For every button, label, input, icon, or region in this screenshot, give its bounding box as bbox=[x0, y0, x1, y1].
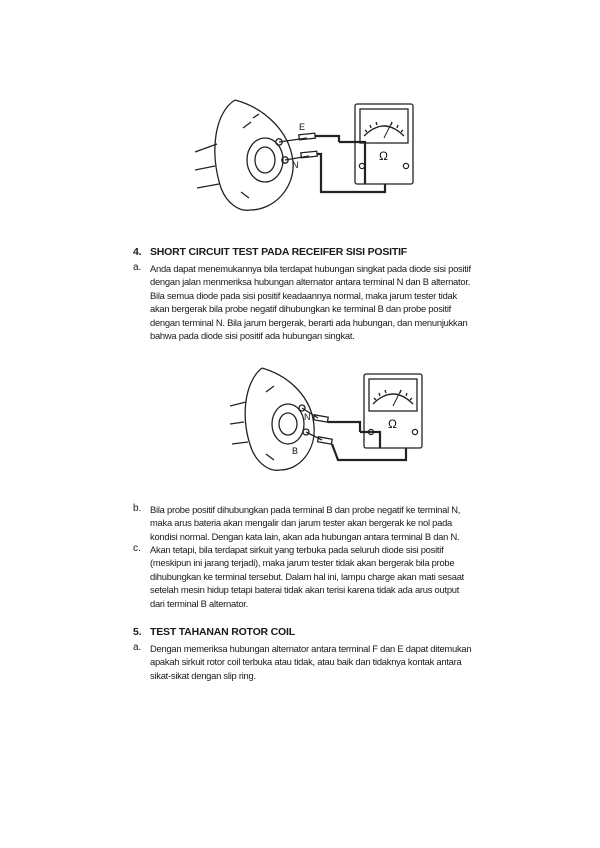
meter-ohm-symbol: Ω bbox=[379, 149, 388, 163]
paragraph bbox=[150, 262, 471, 342]
item-marker: a. bbox=[133, 262, 142, 273]
paragraph-line: kondisi normal. Dengan kata lain, akan ada hubungan antara terminal B dan N. bbox=[150, 530, 460, 542]
paragraph-line: dihubungkan ke terminal tersebut. Dalam hal ini, lampu charge akan mati sesaat bbox=[150, 570, 465, 582]
paragraph bbox=[150, 543, 464, 610]
section-4-title: SHORT CIRCUIT TEST PADA RECEIFER SISI POSITIF bbox=[150, 246, 408, 258]
paragraph-line: dengan jalan menmeriksa hubungan alternator antara terminal N dan B alternator. bbox=[150, 276, 471, 288]
section-5-number: 5. bbox=[133, 626, 142, 638]
meter-ohm-symbol: Ω bbox=[388, 417, 397, 431]
paragraph-line: Bila semua diode pada sisi positif keadaannya normal, maka jarum tester tidak bbox=[150, 289, 457, 301]
label-n: N bbox=[292, 160, 299, 170]
paragraph-line: Anda dapat menemukannya bila terdapat hubungan singkat pada diode sisi positif bbox=[150, 263, 471, 274]
item-marker: c. bbox=[133, 543, 141, 554]
paragraph-line: apakah sirkuit rotor coil terbuka atau tidak, atau baik dan tidaknya kontak antara bbox=[150, 656, 462, 668]
paragraph-line: dari terminal B alternator. bbox=[150, 597, 248, 609]
item-marker: a. bbox=[133, 642, 142, 653]
paragraph-line: dengan terminal N. Bila jarum bergerak, berarti ada hubungan, dan menunjukkan bbox=[150, 316, 468, 328]
section-4-heading bbox=[133, 246, 407, 258]
paragraph-line: Dengan memeriksa hubungan alternator antara terminal F dan E dapat ditemukan bbox=[150, 643, 472, 654]
section-4-number: 4. bbox=[133, 246, 142, 258]
paragraph-line: setelah mesin hidup tetapi baterai tidak akan terisi karena tidak ada arus output bbox=[150, 584, 460, 596]
figure-alternator-test-n-b bbox=[230, 362, 440, 480]
item-marker: b. bbox=[133, 503, 142, 514]
paragraph bbox=[150, 642, 471, 682]
paragraph-line: (meskipun ini jarang terjadi), maka jarum tester tidak akan bergerak bila probe bbox=[150, 557, 455, 569]
label-b: B bbox=[292, 446, 299, 456]
paragraph-line: Bila probe positif dihubungkan pada terminal B dan probe negatif ke terminal N, bbox=[150, 504, 461, 515]
section-5-heading bbox=[133, 626, 295, 638]
paragraph-line: sikat-sikat dengan slip ring. bbox=[150, 669, 256, 681]
paragraph-line: Akan tetapi, bila terdapat sirkuit yang terbuka pada seluruh diode sisi positif bbox=[150, 544, 444, 555]
label-e: E bbox=[299, 122, 306, 132]
paragraph-line: akan bergerak bila probe negatif dihubungkan ke terminal B dan probe positif bbox=[150, 303, 452, 315]
label-n: N bbox=[304, 412, 311, 422]
paragraph-line: bahwa pada diode sisi positif ada hubungan singkat. bbox=[150, 330, 355, 342]
figure-alternator-test-e-n bbox=[195, 92, 430, 224]
paragraph-line: maka arus bateria akan mengalir dan jarum tester akan bergerak ke nol pada bbox=[150, 517, 452, 529]
paragraph bbox=[150, 503, 460, 543]
section-5-title: TEST TAHANAN ROTOR COIL bbox=[150, 626, 295, 638]
